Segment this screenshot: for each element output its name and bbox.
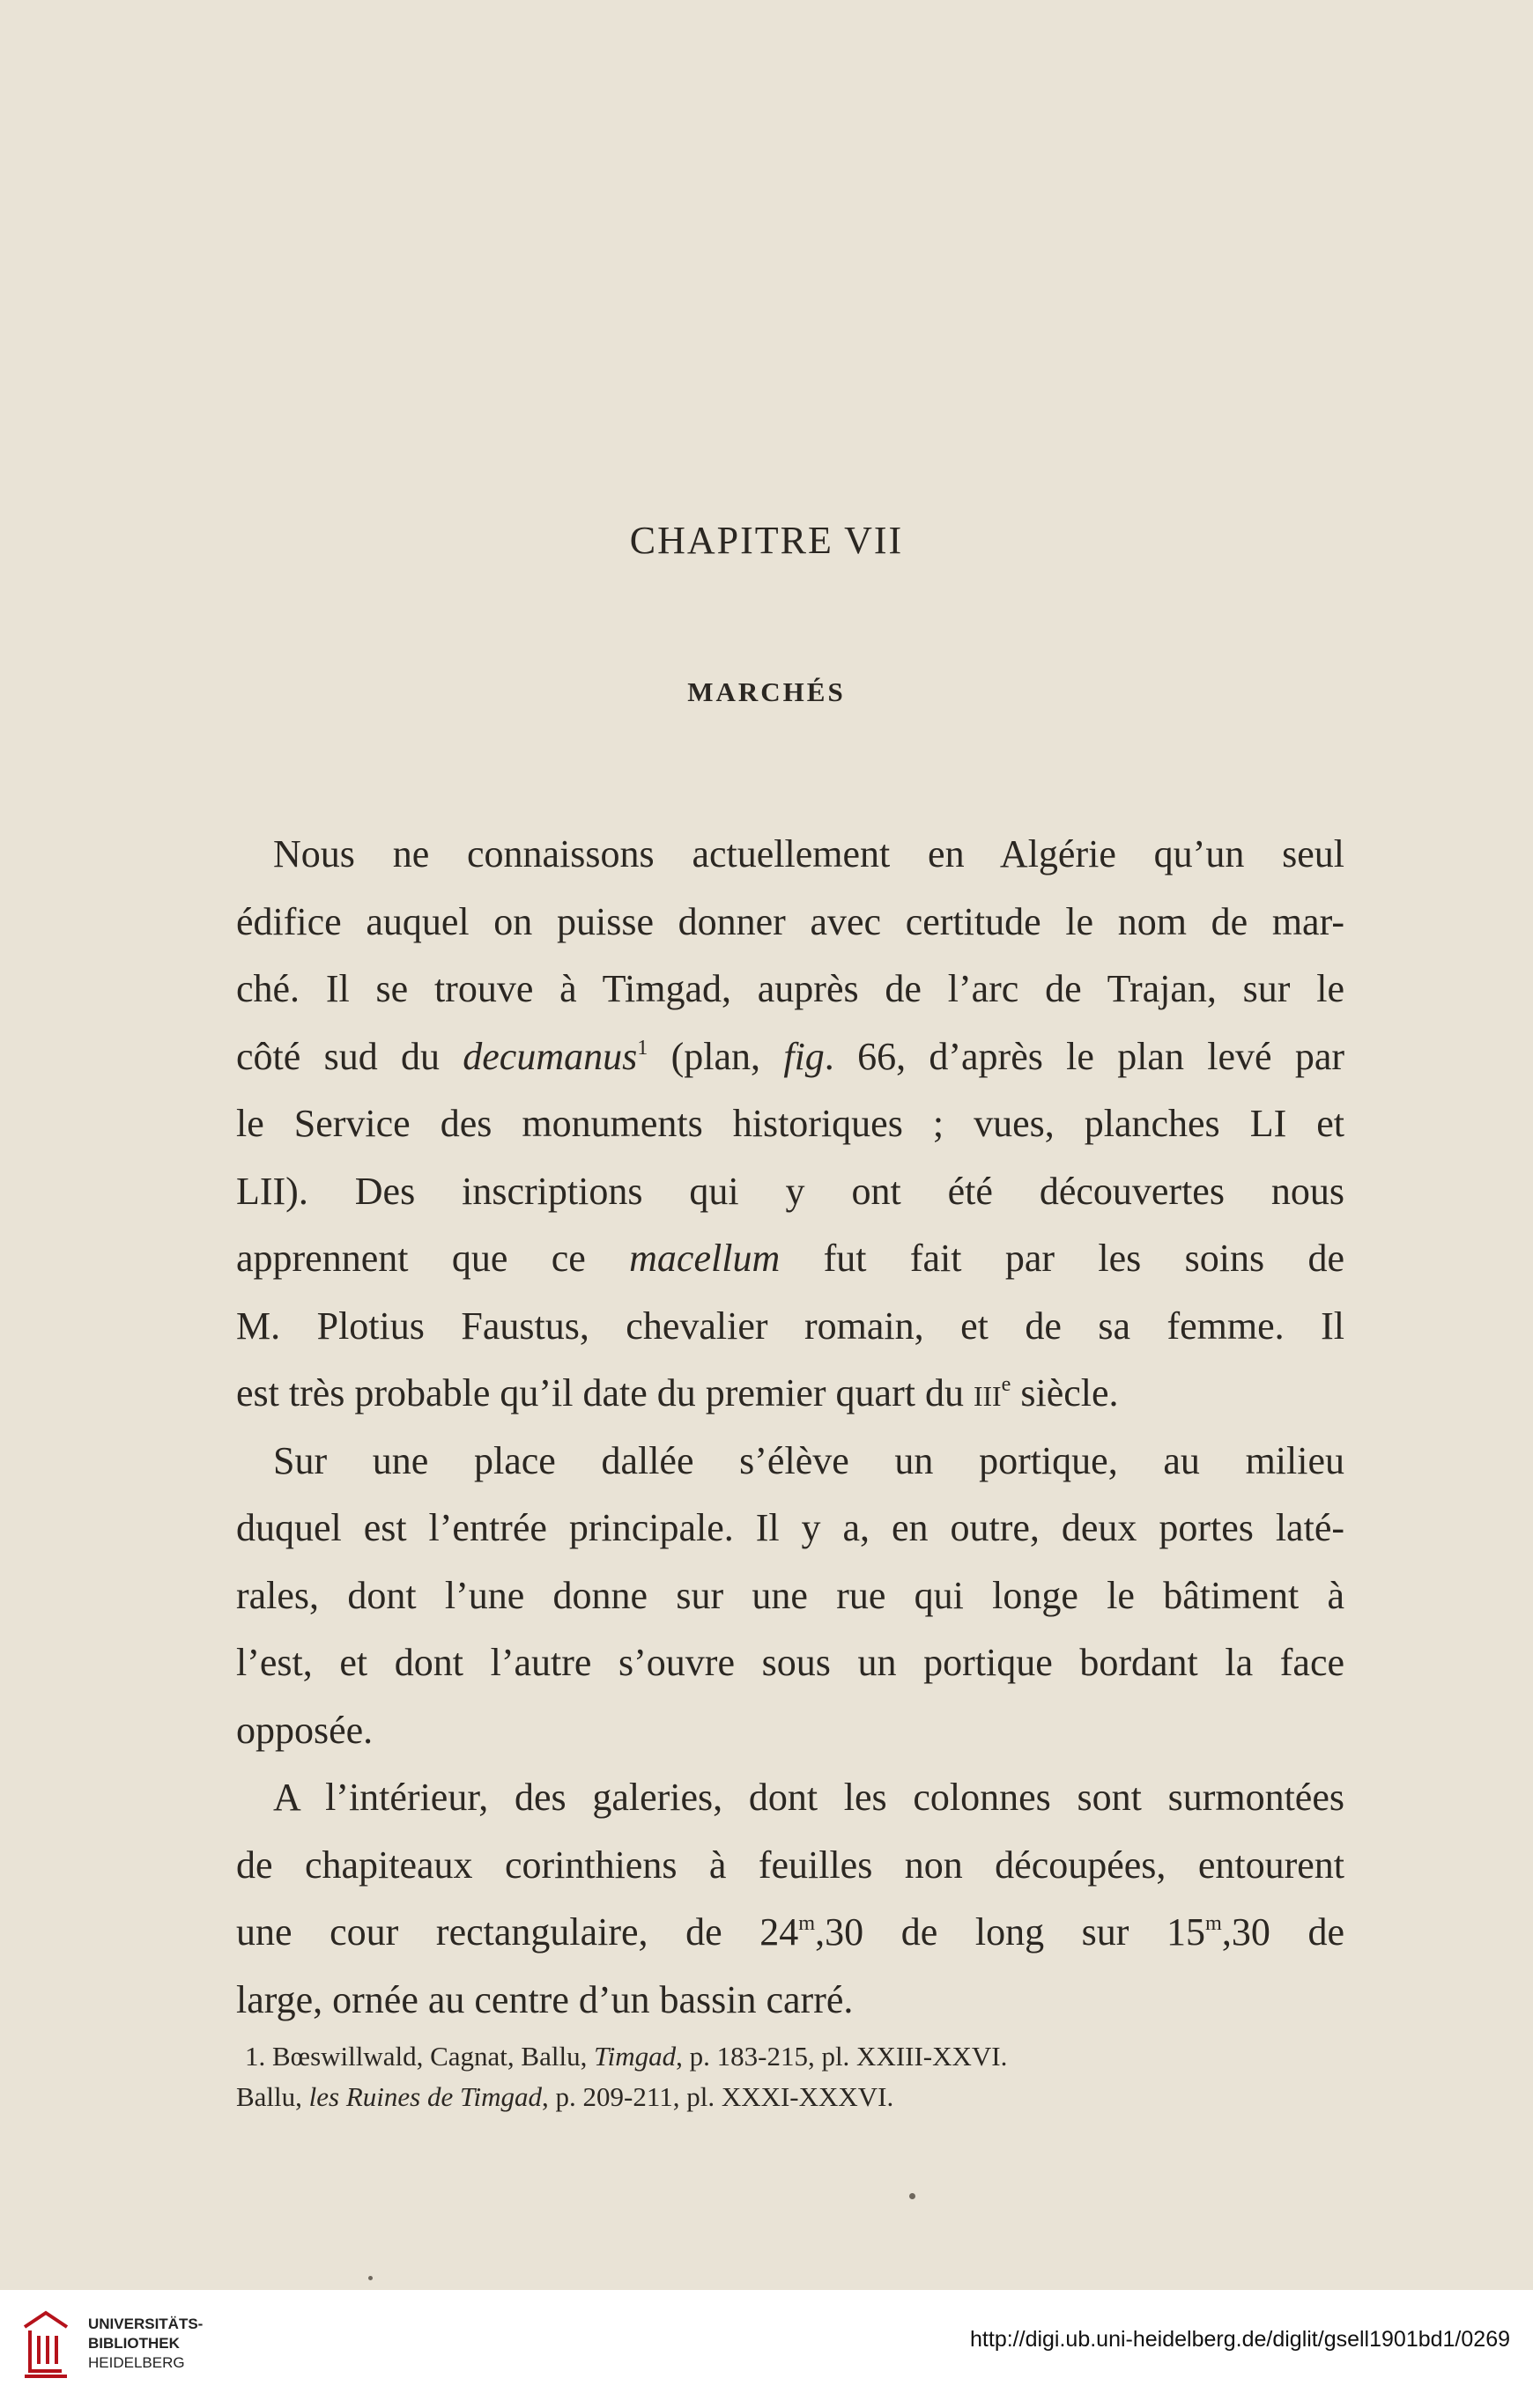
body-line: une cour rectangulaire, de 24$^m$,30 de long sur 15$^m$,30 de — [236, 1910, 1345, 1954]
body-line: Sur une place dallée s’élève un portique, au milieu — [273, 1438, 1344, 1482]
body-line: édifice auquel on puisse donner avec certitude le nom de mar- — [236, 899, 1344, 943]
body-line: duquel est l’entrée principale. Il y a, en outre, deux portes laté- — [236, 1506, 1344, 1549]
body-line: l’est, et dont l’autre s’ouvre sous un portique bordant la face — [236, 1641, 1344, 1684]
library-name: UNIVERSITÄTS- BIBLIOTHEK HEIDELBERG — [88, 2316, 204, 2371]
paper-speck — [909, 2193, 915, 2199]
body-line: côté sud du decumanus$^1$ (plan, fig. 66, d’après le plan levé par — [236, 1034, 1345, 1078]
body-line: A l’intérieur, des galeries, dont les colonnes sont surmontées — [273, 1776, 1344, 1819]
footnote-line: 1. Bœswillwald, Cagnat, Ballu, Timgad, p. 183-215, pl. XXIII-XXVI. — [245, 2041, 1008, 2072]
italic-term: decumanus — [463, 1034, 638, 1078]
body-line: rales, dont l’une donne sur une rue qui longe le bâtiment à — [236, 1573, 1344, 1617]
paper-speck — [368, 2276, 373, 2280]
source-url[interactable]: http://digi.ub.uni-heidelberg.de/diglit/gsell1901bd1/0269 — [970, 2327, 1510, 2352]
body-text — [236, 821, 1344, 2034]
chapter-heading: CHAPITRE VII — [629, 519, 904, 562]
footnote-marker: 1 — [637, 1035, 648, 1060]
footnotes — [236, 2036, 1337, 2117]
body-line: opposée. — [236, 1708, 374, 1752]
footnote-line: Ballu, les Ruines de Timgad, p. 209-211, pl. XXXI-XXXVI. — [236, 2081, 894, 2112]
body-line: M. Plotius Faustus, chevalier romain, et de sa femme. Il — [236, 1304, 1344, 1348]
body-line: le Service des monuments historiques ; vues, planches LI et — [236, 1102, 1344, 1145]
body-line: est très probable qu’il date du premier quart du IIIe siècle. — [236, 1371, 1119, 1415]
body-line: LII). Des inscriptions qui y ont été découvertes nous — [236, 1169, 1344, 1213]
body-line: Nous ne connaissons actuellement en Algérie qu’un seul — [273, 832, 1344, 875]
italic-term: fig — [783, 1034, 825, 1078]
body-line: ché. Il se trouve à Timgad, auprès de l’arc de Trajan, sur le — [236, 967, 1344, 1010]
body-line: large, ornée au centre d’un bassin carré. — [236, 1977, 854, 2021]
body-line: apprennent que ce macellum fut fait par les soins de — [236, 1237, 1344, 1280]
body-line: de chapiteaux corinthiens à feuilles non découpées, entourent — [236, 1843, 1344, 1887]
italic-term: macellum — [629, 1237, 781, 1280]
library-footer — [0, 2290, 1533, 2408]
library-logo-icon — [18, 2309, 74, 2380]
section-heading: MARCHÉS — [687, 676, 846, 707]
